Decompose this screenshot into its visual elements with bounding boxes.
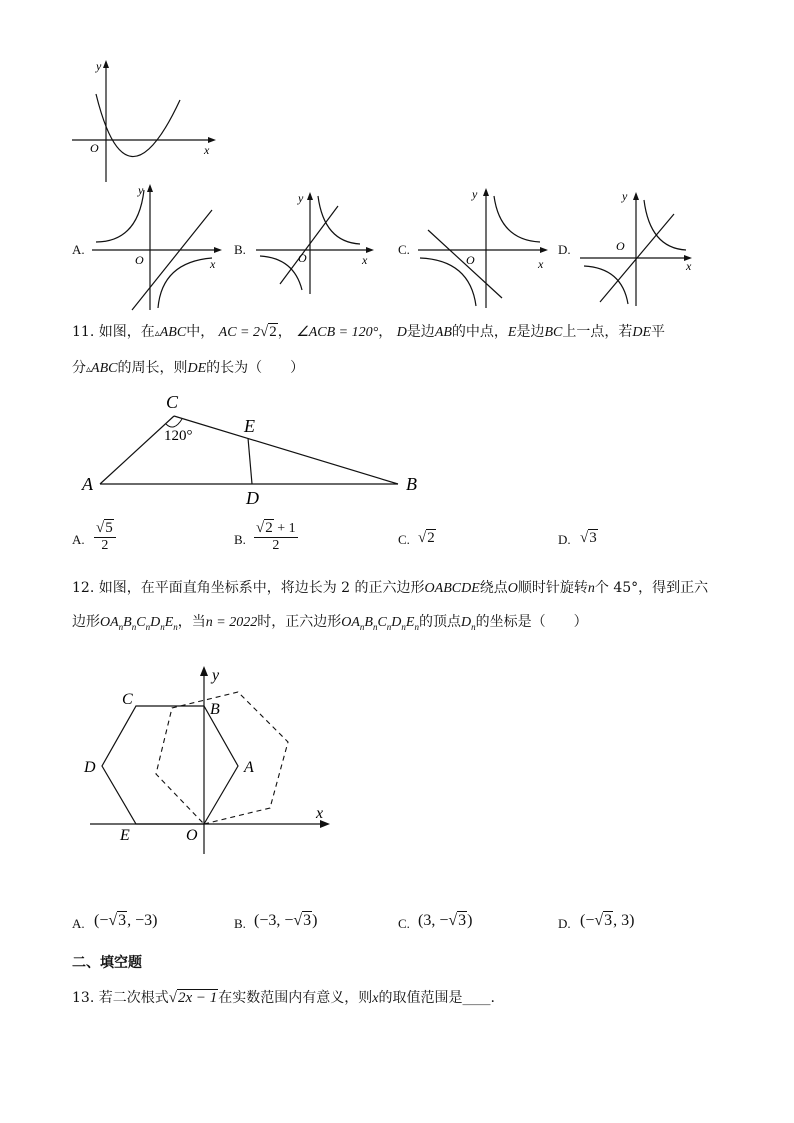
q11-option-d-label[interactable]: D. [558,532,571,547]
q12-fig-o: O [186,827,198,844]
q11-triangle-symbol: ▵ [154,328,160,339]
q12-n-eq: n = 2022 [205,615,258,630]
q12-n: n [587,581,595,596]
q11-option-c-value[interactable]: √2 [418,530,435,546]
q10-d-y-label: y [622,189,628,203]
q12-option-a-label[interactable]: A. [72,916,85,931]
q12-text-b: 绕点 [479,580,508,596]
q12-text-a: 如图，在平面直角坐标系中，将边长为 2 的正六边形 [98,580,425,596]
q11-text-b: 中， [186,324,215,340]
q12-number: 12. [72,580,95,596]
section-fill-in-title: 二、填空题 [72,955,142,971]
q12-line2-d: 的顶点 [418,614,461,630]
q11-e: E [507,325,517,340]
q12-fig-c: C [122,691,133,708]
q11-triangle-figure [78,388,428,508]
q10-option-d-graph [576,186,700,308]
q11-tri-abc: ABC [159,325,187,340]
q10-b-y-label: y [298,191,304,205]
q12-fig-b: B [210,701,220,718]
q11-line2-de: DE [187,361,207,376]
q10-given-x-label: x [204,143,210,157]
q12-line2-c: 时，正六边形 [257,614,342,630]
q13-text-a: 若二次根式 [98,990,169,1006]
q10-given-graph [66,56,226,186]
q12-o: O [507,581,518,596]
q11-ab: AB [434,325,452,340]
q10-option-b-label[interactable]: B. [234,242,246,257]
q12-hex-n-2: $OA_nB_nC_nD_nE_n$ [341,615,419,632]
q10-c-x-label: x [538,257,544,271]
q10-option-d-label[interactable]: D. [558,242,571,257]
q10-d-x-label: x [686,259,692,273]
q11-fig-a: A [82,474,93,494]
q10-a-o-label: O [135,253,144,267]
q11-sep2: ， [378,324,393,340]
q10-option-b-graph [252,186,382,296]
q11-line2 [72,358,304,380]
q11-fig-c: C [166,392,179,412]
q11-option-a-label[interactable]: A. [72,532,85,547]
q12-option-c-label[interactable]: C. [398,916,410,931]
q11-line2-c: 的长为（ ） [206,360,305,376]
q13-end: . [490,990,495,1006]
q10-option-c-graph [414,182,554,310]
q12-option-a-value[interactable]: (−√3, −3) [94,912,158,929]
q11-option-b-value[interactable]: $\frac{√2 + 1}{2}$ [256,520,296,553]
q11-option-a-value[interactable]: $\frac{√5}{2}$ [94,520,116,554]
q12-hexagon-figure [80,658,340,858]
q11-fig-d: D [246,488,259,508]
q11-fig-angle: 120° [164,428,193,444]
q11-line2-abc: ABC [91,361,118,376]
q12-dn: $D_n$ [460,615,476,632]
q11-angle: ∠ACB = 120° [296,325,379,340]
q12-fig-d: D [84,759,96,776]
q13-x: x [372,991,379,1006]
q10-given-y-label: y [96,59,102,73]
q10-c-y-label: y [472,187,478,201]
q10-c-o-label: O [466,253,475,267]
q12-hex: OABCDE [424,581,480,596]
q10-a-x-label: x [210,257,216,271]
q12-line2 [72,612,588,637]
q12-option-b-label[interactable]: B. [234,916,246,931]
q12-text-c: 顺时针旋转 [517,580,588,596]
q12-option-c-value[interactable]: (3, −√3) [418,912,473,929]
q12-hex-n: $OA_nB_nC_nD_nE_n$ [100,615,178,632]
q13-text-c: 的取值范围是 [378,990,463,1006]
q12-option-d-label[interactable]: D. [558,916,571,931]
q11-text-c: 是边 [406,324,435,340]
q12-fig-e: E [120,827,130,844]
q11-text-e: 是边 [516,324,545,340]
q10-a-y-label: y [138,183,144,197]
q10-b-o-label: O [298,251,307,265]
q13-radical: √2x − 1 [168,990,218,1006]
q12-fig-a: A [244,759,254,776]
q12-line2-b: ，当 [177,614,206,630]
q12-line2-e: 的坐标是（ ） [475,614,588,630]
q11-sep1: ， [277,324,292,340]
q10-d-o-label: O [616,239,625,253]
q13-number: 13. [72,990,95,1006]
q12-line2-a: 边形 [72,614,100,630]
q10-given-o-label: O [90,141,99,155]
q11-triangle-symbol-2: ▵ [86,364,92,375]
q11-fig-b: B [406,474,417,494]
q11-text-f: 上一点，若 [562,324,633,340]
q10-b-x-label: x [362,253,368,267]
q11-text-a: 如图，在 [98,324,155,340]
q12-line1 [72,578,708,599]
q10-option-c-label[interactable]: C. [398,242,410,257]
q11-bc: BC [544,325,563,340]
q11-fig-e: E [244,416,255,436]
q11-number: 11. [72,324,95,340]
q12-option-b-value[interactable]: (−3, −√3) [254,912,318,929]
q13-line [72,988,495,1009]
q12-option-d-value[interactable]: (−√3, 3) [580,912,635,929]
q11-d: D [396,325,407,340]
q11-line1 [72,322,665,344]
q10-option-a-label[interactable]: A. [72,242,85,257]
q12-fig-y: y [212,667,220,684]
q11-option-c-label[interactable]: C. [398,532,410,547]
q12-text-d: 个 45°，得到正六 [594,580,709,596]
q12-fig-x: x [316,805,324,822]
q11-text-d: 的中点， [451,324,508,340]
q11-text-g: 平 [651,324,666,340]
q11-sqrt2: √2 [260,324,277,340]
q13-blank[interactable]: ____ [462,990,491,1006]
q11-option-d-value[interactable]: √3 [580,530,597,546]
q11-ac-eq: AC = 2 [218,325,260,340]
q10-option-a-graph [88,180,228,312]
q11-option-b-label[interactable]: B. [234,532,246,547]
q11-de: DE [632,325,652,340]
q13-text-b: 在实数范围内有意义，则 [218,990,373,1006]
q11-line2-a: 分 [72,360,86,376]
q11-line2-b: 的周长，则 [117,360,188,376]
